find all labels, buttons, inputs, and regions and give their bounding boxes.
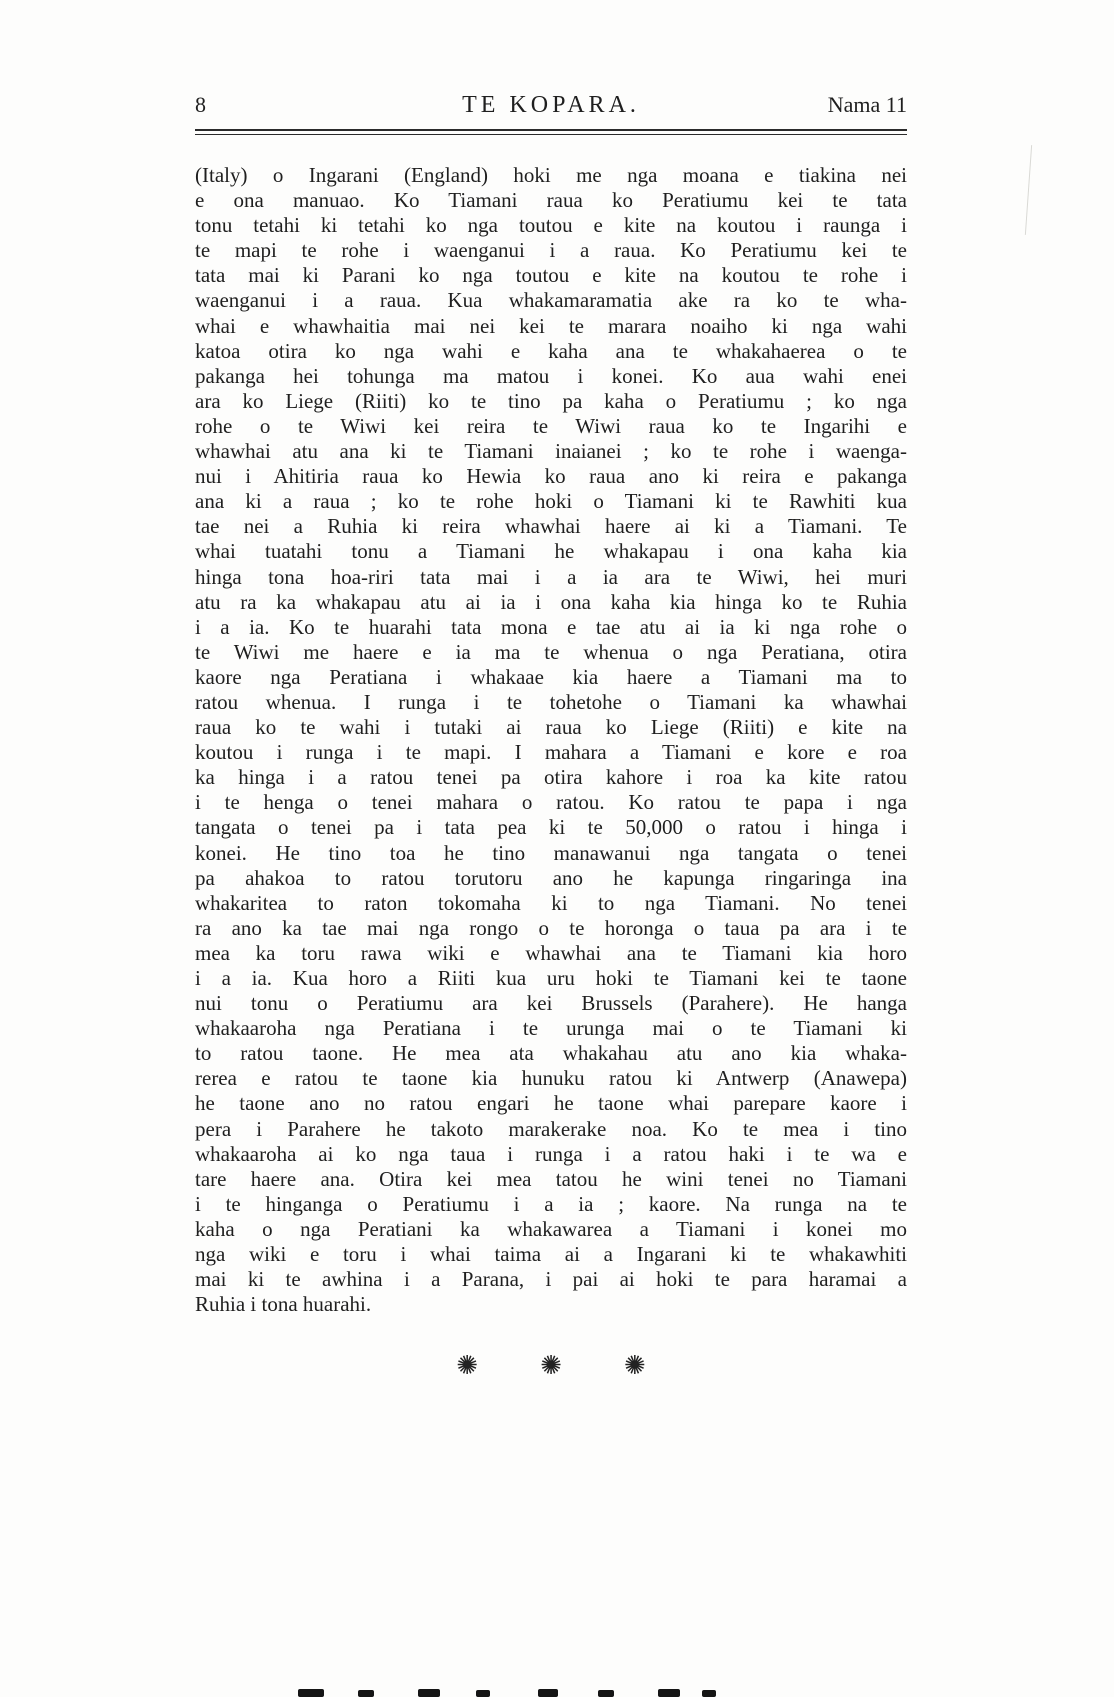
body-text-line: pera i Parahere he takoto marakerake noa. Ko te mea i tino (195, 1116, 907, 1141)
body-text-line: mai ki te awhina i a Parana, i pai ai hoki te para haramai a (195, 1267, 907, 1292)
scan-artifact (418, 1689, 440, 1697)
body-text-line: he taone ano no ratou engari he taone whai parepare kaore i (195, 1091, 907, 1116)
scan-edge-artifact (1025, 145, 1032, 235)
body-text-line: i a ia. Kua horo a Riiti kua uru hoki te Tiamani kei te taone (195, 966, 907, 990)
scan-artifact (358, 1690, 374, 1697)
body-text-line: te Wiwi me haere e ia ma te whenua o nga Peratiana, otira (195, 639, 907, 664)
ornament-row (195, 1351, 907, 1382)
body-text-line: tangata o tenei pa i tata pea ki te 50,000 o ratou i hinga i (195, 815, 907, 840)
page-number: 8 (195, 92, 206, 117)
body-text-line: rerea e ratou te taone kia hunuku ratou ki Antwerp (Anawepa) (195, 1066, 907, 1091)
body-text (195, 163, 907, 1317)
body-text-line: raua ko te wahi i tutaki ai raua ko Liege (Riiti) e kite na (195, 715, 907, 740)
body-text-line: e ona manuao. Ko Tiamani raua ko Peratiumu kei te tata (195, 188, 907, 213)
body-text-line: ka hinga i a ratou tenei pa otira kahore i roa ka kite ratou (195, 765, 907, 790)
body-text-line: nui i Ahitiria raua ko Hewia ko raua ano ki reira e pakanga (195, 464, 907, 489)
body-text-line: waenganui i a raua. Kua whakamaramatia ake ra ko te wha- (195, 288, 907, 313)
body-text-line: nui tonu o Peratiumu ara kei Brussels (Parahere). He hanga (195, 991, 907, 1016)
scan-artifact (702, 1690, 716, 1697)
body-text-line: i te henga o tenei mahara o ratou. Ko ratou te papa i nga (195, 790, 907, 815)
page-header (195, 92, 907, 119)
double-rule (195, 129, 907, 135)
body-text-line: tata mai ki Parani ko nga toutou e kite na koutou te rohe i (195, 263, 907, 288)
body-text-line: i a ia. Ko te huarahi tata mona e tae atu ai ia ki nga rohe o (195, 614, 907, 639)
body-text-line: pa ahakoa to ratou torutoru ano he kapunga ringaringa ina (195, 865, 907, 890)
page-content (195, 92, 907, 1382)
flower-ornament-icon: ✺ (540, 1351, 562, 1382)
body-text-line: koutou i runga i te mapi. I mahara a Tiamani e kore e roa (195, 740, 907, 765)
scan-artifact (538, 1689, 558, 1697)
body-text-line: ara ko Liege (Riiti) ko te tino pa kaha o Peratiumu ; ko nga (195, 388, 907, 413)
flower-ornament-icon: ✺ (456, 1351, 479, 1382)
body-text-line: i te hinganga o Peratiumu i a ia ; kaore. Na runga na te (195, 1191, 907, 1216)
body-text-line: atu ra ka whakapau atu ai ia i ona kaha kia hinga ko te Ruhia (195, 589, 907, 614)
body-text-line: nga wiki e toru i whai taima ai a Ingarani ki te whakawhiti (195, 1242, 907, 1267)
body-text-line: whawhai atu ana ki te Tiamani inaianei ; ko te rohe i waenga- (195, 439, 907, 464)
flower-ornament-icon: ✺ (623, 1351, 646, 1382)
body-text-line: hinga tona hoa-riri tata mai i a ia ara te Wiwi, hei muri (195, 564, 907, 589)
body-text-line: te mapi te rohe i waenganui i a raua. Ko Peratiumu kei te (195, 238, 907, 263)
scan-artifact (658, 1689, 680, 1697)
body-text-line: whakaaroha ai ko nga taua i runga i a ratou haki i te wa e (195, 1141, 907, 1166)
body-text-line: ana ki a raua ; ko te rohe hoki o Tiamani ki te Rawhiti kua (195, 489, 907, 514)
body-text-line: ratou whenua. I runga i te tohetohe o Tiamani ka whawhai (195, 689, 907, 714)
body-text-line: whai e whawhaitia mai nei kei te marara noaiho ki nga wahi (195, 313, 907, 338)
body-text-line: Ruhia i tona huarahi. (195, 1292, 372, 1317)
body-text-line: whakaaroha nga Peratiana i te urunga mai o te Tiamani ki (195, 1016, 907, 1041)
body-text-line: whakaritea to raton tokomaha ki to nga Tiamani. No tenei (195, 890, 907, 915)
scan-artifact (298, 1689, 324, 1697)
scan-artifact (598, 1690, 614, 1697)
body-text-line: to ratou taone. He mea ata whakahau atu ano kia whaka- (195, 1041, 907, 1066)
body-text-line: whai tuatahi tonu a Tiamani he whakapau i ona kaha kia (195, 539, 907, 564)
body-text-line: kaha o nga Peratiani ka whakawarea a Tiamani i konei mo (195, 1216, 907, 1241)
body-text-line: konei. He tino toa he tino manawanui nga tangata o tenei (195, 840, 907, 865)
issue-number: Nama 11 (827, 92, 907, 117)
body-text-line: pakanga hei tohunga ma matou i konei. Ko aua wahi enei (195, 363, 907, 388)
body-text-line: katoa otira ko nga wahi e kaha ana te whakahaerea o te (195, 338, 907, 363)
page-title: TE KOPARA. (462, 92, 640, 118)
body-text-line: tare haere ana. Otira kei mea tatou he wini tenei no Tiamani (195, 1166, 907, 1191)
scan-artifact (476, 1690, 490, 1697)
body-text-line: rohe o te Wiwi kei reira te Wiwi raua ko te Ingarihi e (195, 413, 907, 438)
body-text-line: mea ka toru rawa wiki e whawhai ana te Tiamani kia horo (195, 940, 907, 965)
body-text-line: ra ano ka tae mai nga rongo o te horonga o taua pa ara i te (195, 915, 907, 940)
body-text-line: (Italy) o Ingarani (England) hoki me nga moana e tiakina nei (195, 163, 907, 187)
body-text-line: tonu tetahi ki tetahi ko nga toutou e kite na koutou i raunga i (195, 213, 907, 238)
body-text-line: tae nei a Ruhia ki reira whawhai haere ai ki a Tiamani. Te (195, 514, 907, 539)
body-text-line: kaore nga Peratiana i whakaae kia haere a Tiamani ma to (195, 664, 907, 689)
